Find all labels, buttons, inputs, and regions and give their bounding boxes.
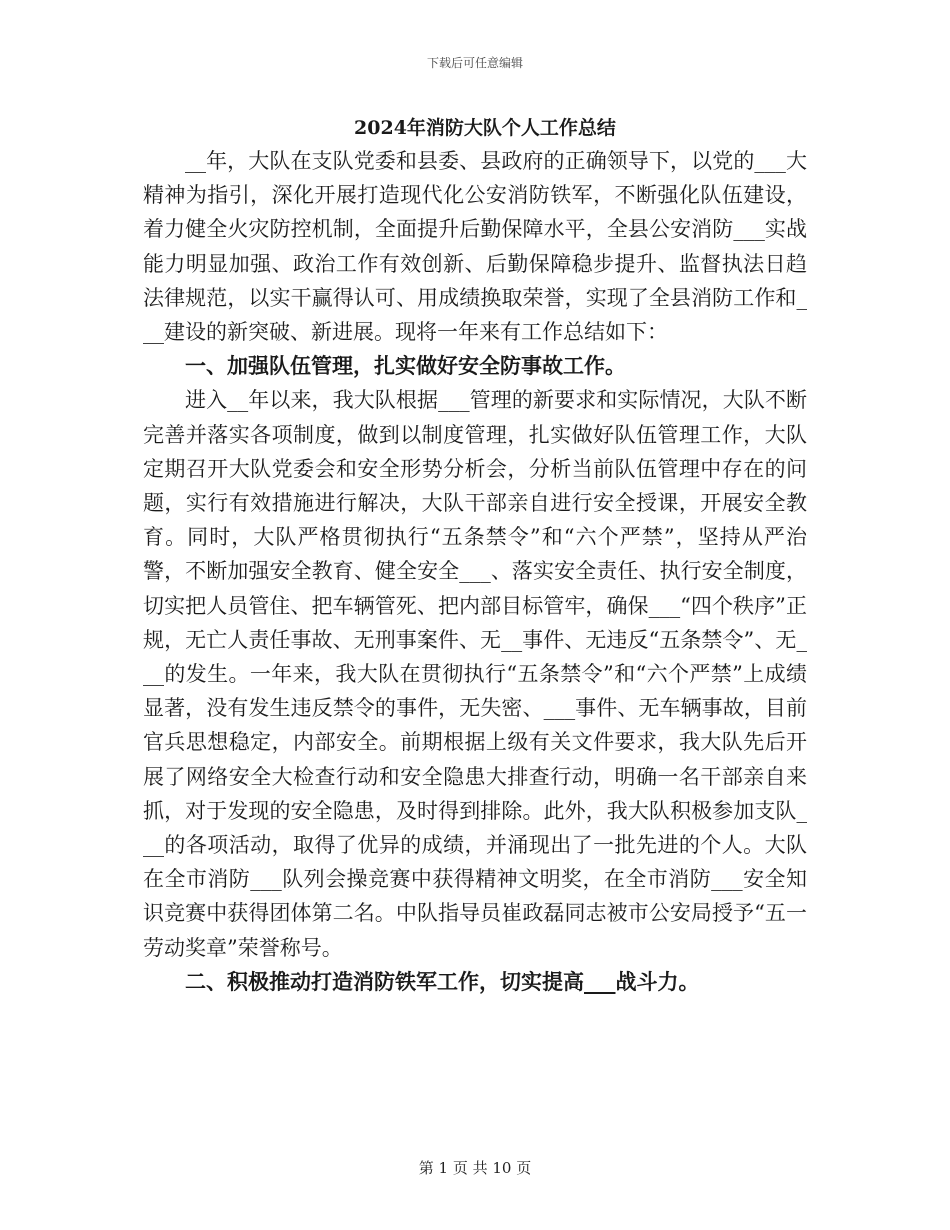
section-1-heading: 一、加强队伍管理，扎实做好安全防事故工作。	[185, 353, 626, 379]
page-number: 第 1 页 共 10 页	[418, 1159, 532, 1177]
document-body	[143, 112, 807, 999]
section-2-heading: 二、积极推动打造消防铁军工作，切实提高___战斗力。	[185, 968, 700, 994]
intro-paragraph: __年，大队在支队党委和县委、县政府的正确领导下，以党的___大精神为指引，深化开展打造现代化公安消防铁军，不断强化队伍建设，着力健全火灾防控机制，全面提升后勤保障水平，全县公安消防___实战能力明显加强、政治工作有效创新、后勤保障稳步提升、监督执法日趋法律规范，以实干赢得认可、用成绩换取荣誉，实现了全县消防工作和___建设的新突破、新进展。现将一年来有工作总结如下：	[143, 149, 807, 345]
page-header-note: 下载后可任意编辑	[426, 56, 523, 70]
section-1-body: 进入__年以来，我大队根据___管理的新要求和实际情况，大队不断完善并落实各项制度，做到以制度管理，扎实做好队伍管理工作，大队定期召开大队党委会和安全形势分析会，分析当前队伍管理中存在的问题，实行有效措施进行解决，大队干部亲自进行安全授课，开展安全教育。同时，大队严格贯彻执行“五条禁令”和“六个严禁”，坚持从严治警，不断加强安全教育、健全安全___、落实安全责任、执行安全制度，切实把人员管住、把车辆管死、把内部目标管牢，确保___“四个秩序”正规，无亡人责任事故、无刑事案件、无__事件、无违反“五条禁令”、无___的发生。一年来，我大队在贯彻执行“五条禁令”和“六个严禁”上成绩显著，没有发生违反禁令的事件，无失密、___事件、无车辆事故，目前官兵思想稳定，内部安全。前期根据上级有关文件要求，我大队先后开展了网络安全大检查行动和安全隐患大排查行动，明确一名干部亲自来抓，对于发现的安全隐患，及时得到排除。此外，我大队积极参加支队___的各项活动，取得了优异的成绩，并涌现出了一批先进的个人。大队在全市消防___队列会操竞赛中获得精神文明奖，在全市消防___安全知识竞赛中获得团体第二名。中队指导员崔政磊同志被市公安局授予“五一劳动奖章”荣誉称号。	[143, 388, 807, 960]
document-title: 2024年消防大队个人工作总结	[354, 117, 616, 139]
